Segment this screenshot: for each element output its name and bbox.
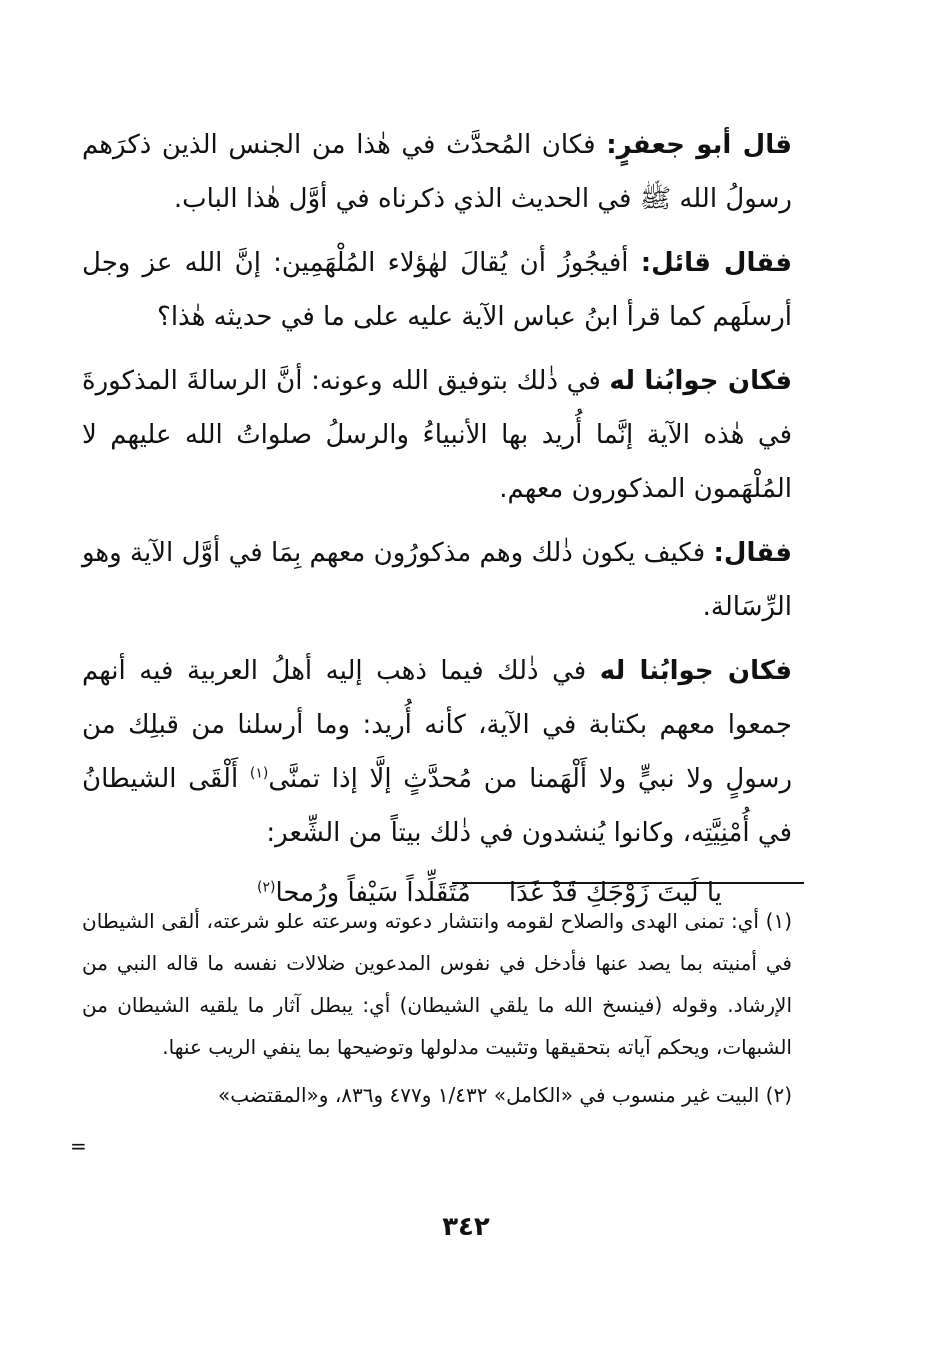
paragraph-text: أفيجُوزُ أن يُقالَ لهٰؤلاء المُلْهَمِين: إنَّ الله عز وجل أرسلَهم كما قرأ ابنُ عباس الآية عليه على ما في حديثه هٰذا؟ [82,248,792,332]
paragraph-lead: قال أبو جعفرٍ: [606,130,793,160]
paragraph-lead: فقال: [713,538,792,568]
footnotes [82,900,792,1122]
paragraph-4 [82,526,792,634]
footnote-separator [452,882,804,884]
footnote-ref-1[interactable]: (١) [249,765,269,782]
paragraph-text: في ذٰلك فيما ذهب إليه أهلُ العربية فيه أنهم جمعوا معهم بكتابة في الآية، كأنه أُريد: وما أرسلنا من قبلِك من رسولٍ ولا نبيٍّ ولا أَلْهَمنا من مُحدَّثٍ إلَّا إذا تمنَّى [82,656,792,794]
paragraph-text: فكان المُحدَّث في هٰذا من الجنس الذين ذكرَهم رسولُ الله ﷺ في الحديث الذي ذكرناه في أوَّل هٰذا الباب. [82,130,792,214]
paragraph-5 [82,644,792,860]
paragraph-3 [82,354,792,516]
paragraph-text: في ذٰلك بتوفيق الله وعونه: أنَّ الرسالةَ المذكورةَ في هٰذه الآية إنَّما أُريد بها الأنبياءُ والرسلُ صلواتُ الله عليهم لا المُلْهَمون المذكورون معهم. [82,366,792,504]
paragraph-lead: فكان جوابُنا له [609,366,792,396]
footnote-1: (١) أي: تمنى الهدى والصلاح لقومه وانتشار دعوته وسرعته علو شرعته، ألقى الشيطان في أمنيته بما يصد عنها فأدخل في نفوس المدعوين ضلالات نفسه ما قاله النبي من الإرشاد. وقوله (فينسخ الله ما يلقي الشيطان) أي: يبطل آثار ما يلقيه الشيطان من الشبهات، ويحكم آياته بتحقيقها وتثبيت مدلولها وتوضيحها بما ينفي الريب عنها. [82,909,792,1059]
footnote-ref-2[interactable]: (٢) [256,879,276,896]
verse-first-hemistich: يا لَيتَ زَوْجَكِ قَدْ غَدَا [508,878,722,908]
paragraph-lead: فكان جوابُنا له [599,656,792,686]
main-text [82,118,792,920]
footnote-2: (٢) البيت غير منسوب في «الكامل» ١/٤٣٢ و٤٧٧ و٨٣٦، و«المقتضب» [217,1083,792,1107]
verse-second-text: مُتَقَلِّداً سَيْفاً ورُمحا [275,878,471,908]
page-number: ٣٤٢ [442,1212,490,1242]
continuation-mark: = [70,1134,87,1158]
paragraph-text: فكيف يكون ذٰلك وهم مذكورُون معهم بِمَا في أوَّل الآية وهو الرِّسَالة. [82,538,792,622]
paragraph-1 [82,118,792,226]
paragraph-lead: فقال قائل: [640,248,792,278]
paragraph-text: أَلْقَى الشيطانُ في أُمْنِيَّتِه، وكانوا يُنشدون في ذٰلك بيتاً من الشِّعر: [82,764,792,848]
paragraph-2 [82,236,792,344]
